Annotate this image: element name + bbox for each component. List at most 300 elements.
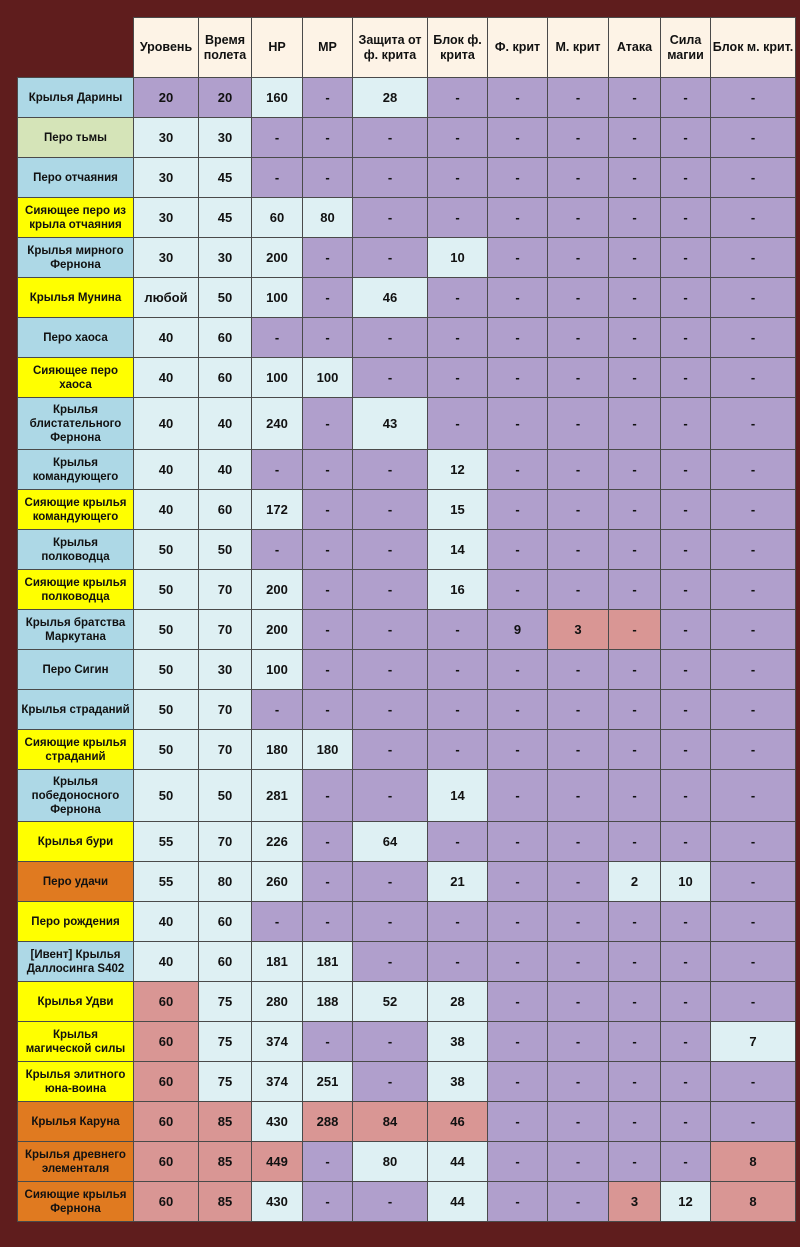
- phys-crit-cell: -: [488, 490, 548, 530]
- level-cell: 40: [134, 450, 199, 490]
- table-row: [18, 318, 796, 358]
- mp-cell: -: [303, 822, 353, 862]
- item-name-cell: Перо отчаяния: [18, 158, 134, 198]
- magic-crit-cell: -: [548, 398, 609, 450]
- phys-crit-defense-cell: -: [353, 570, 428, 610]
- phys-crit-block-cell: -: [428, 318, 488, 358]
- hp-cell: 200: [252, 610, 303, 650]
- attack-cell: -: [609, 358, 661, 398]
- table-row: [18, 78, 796, 118]
- table-container: [17, 17, 796, 1222]
- item-name-cell: Крылья Удви: [18, 982, 134, 1022]
- magic-crit-cell: -: [548, 570, 609, 610]
- magic-crit-cell: -: [548, 1022, 609, 1062]
- magic-crit-cell: -: [548, 770, 609, 822]
- mp-cell: 180: [303, 730, 353, 770]
- header-attack: Атака: [609, 18, 661, 78]
- table-row: [18, 530, 796, 570]
- table-row: [18, 158, 796, 198]
- phys-crit-block-cell: 38: [428, 1022, 488, 1062]
- phys-crit-defense-cell: 43: [353, 398, 428, 450]
- header-magic-crit: М. крит: [548, 18, 609, 78]
- phys-crit-defense-cell: -: [353, 198, 428, 238]
- item-name-cell: Сияющее перо хаоса: [18, 358, 134, 398]
- level-cell: 55: [134, 862, 199, 902]
- phys-crit-block-cell: 14: [428, 530, 488, 570]
- magic-power-cell: -: [661, 490, 711, 530]
- magic-power-cell: -: [661, 198, 711, 238]
- header-phys-crit: Ф. крит: [488, 18, 548, 78]
- header-phys-crit-block: Блок ф. крита: [428, 18, 488, 78]
- magic-crit-cell: -: [548, 1142, 609, 1182]
- flight-time-cell: 45: [199, 158, 252, 198]
- attack-cell: -: [609, 982, 661, 1022]
- phys-crit-block-cell: 28: [428, 982, 488, 1022]
- table-row: [18, 770, 796, 822]
- level-cell: 60: [134, 1062, 199, 1102]
- attack-cell: -: [609, 690, 661, 730]
- table-row: [18, 358, 796, 398]
- magic-crit-block-cell: -: [711, 822, 796, 862]
- magic-crit-block-cell: -: [711, 530, 796, 570]
- attack-cell: -: [609, 450, 661, 490]
- mp-cell: -: [303, 650, 353, 690]
- mp-cell: -: [303, 1022, 353, 1062]
- hp-cell: 181: [252, 942, 303, 982]
- level-cell: 40: [134, 358, 199, 398]
- phys-crit-cell: -: [488, 78, 548, 118]
- phys-crit-block-cell: -: [428, 690, 488, 730]
- flight-time-cell: 70: [199, 570, 252, 610]
- phys-crit-block-cell: -: [428, 730, 488, 770]
- phys-crit-defense-cell: -: [353, 118, 428, 158]
- magic-crit-cell: -: [548, 822, 609, 862]
- magic-crit-block-cell: -: [711, 730, 796, 770]
- magic-power-cell: 12: [661, 1182, 711, 1222]
- magic-crit-block-cell: -: [711, 118, 796, 158]
- phys-crit-cell: -: [488, 770, 548, 822]
- attack-cell: -: [609, 822, 661, 862]
- table-row: [18, 198, 796, 238]
- phys-crit-cell: -: [488, 238, 548, 278]
- hp-cell: 100: [252, 650, 303, 690]
- phys-crit-defense-cell: -: [353, 862, 428, 902]
- attack-cell: 2: [609, 862, 661, 902]
- mp-cell: 181: [303, 942, 353, 982]
- level-cell: 50: [134, 530, 199, 570]
- item-name-cell: Крылья победоносного Фернона: [18, 770, 134, 822]
- phys-crit-block-cell: 10: [428, 238, 488, 278]
- phys-crit-cell: -: [488, 1022, 548, 1062]
- magic-crit-block-cell: -: [711, 650, 796, 690]
- phys-crit-defense-cell: -: [353, 610, 428, 650]
- phys-crit-block-cell: 12: [428, 450, 488, 490]
- attack-cell: -: [609, 198, 661, 238]
- table-row: [18, 690, 796, 730]
- magic-power-cell: -: [661, 1062, 711, 1102]
- magic-power-cell: -: [661, 358, 711, 398]
- hp-cell: 374: [252, 1062, 303, 1102]
- mp-cell: -: [303, 450, 353, 490]
- attack-cell: -: [609, 570, 661, 610]
- phys-crit-defense-cell: 46: [353, 278, 428, 318]
- magic-crit-cell: -: [548, 530, 609, 570]
- hp-cell: 240: [252, 398, 303, 450]
- magic-crit-block-cell: -: [711, 238, 796, 278]
- item-name-cell: Перо рождения: [18, 902, 134, 942]
- phys-crit-block-cell: 14: [428, 770, 488, 822]
- phys-crit-block-cell: -: [428, 118, 488, 158]
- magic-power-cell: -: [661, 942, 711, 982]
- hp-cell: 100: [252, 358, 303, 398]
- attack-cell: -: [609, 770, 661, 822]
- phys-crit-block-cell: -: [428, 78, 488, 118]
- phys-crit-block-cell: 44: [428, 1142, 488, 1182]
- magic-crit-cell: -: [548, 490, 609, 530]
- phys-crit-defense-cell: -: [353, 650, 428, 690]
- phys-crit-block-cell: 15: [428, 490, 488, 530]
- phys-crit-block-cell: -: [428, 822, 488, 862]
- table-row: [18, 650, 796, 690]
- level-cell: 60: [134, 1182, 199, 1222]
- hp-cell: 160: [252, 78, 303, 118]
- attack-cell: -: [609, 610, 661, 650]
- flight-time-cell: 75: [199, 1022, 252, 1062]
- table-row: [18, 570, 796, 610]
- table-row: [18, 902, 796, 942]
- magic-power-cell: -: [661, 770, 711, 822]
- flight-time-cell: 85: [199, 1182, 252, 1222]
- magic-power-cell: -: [661, 570, 711, 610]
- magic-crit-block-cell: -: [711, 158, 796, 198]
- level-cell: 30: [134, 198, 199, 238]
- item-name-cell: Крылья мирного Фернона: [18, 238, 134, 278]
- magic-crit-block-cell: -: [711, 770, 796, 822]
- magic-power-cell: -: [661, 318, 711, 358]
- item-name-cell: Сияющие крылья страданий: [18, 730, 134, 770]
- phys-crit-cell: -: [488, 398, 548, 450]
- magic-power-cell: -: [661, 610, 711, 650]
- magic-crit-cell: -: [548, 690, 609, 730]
- magic-power-cell: -: [661, 902, 711, 942]
- phys-crit-defense-cell: -: [353, 1022, 428, 1062]
- item-name-cell: Сияющие крылья полководца: [18, 570, 134, 610]
- hp-cell: 280: [252, 982, 303, 1022]
- mp-cell: -: [303, 690, 353, 730]
- magic-crit-block-cell: -: [711, 902, 796, 942]
- phys-crit-cell: -: [488, 450, 548, 490]
- mp-cell: -: [303, 158, 353, 198]
- magic-crit-block-cell: -: [711, 398, 796, 450]
- magic-crit-block-cell: -: [711, 490, 796, 530]
- flight-time-cell: 85: [199, 1102, 252, 1142]
- magic-power-cell: -: [661, 1022, 711, 1062]
- magic-crit-cell: -: [548, 78, 609, 118]
- phys-crit-cell: -: [488, 318, 548, 358]
- phys-crit-block-cell: -: [428, 650, 488, 690]
- magic-crit-cell: -: [548, 942, 609, 982]
- magic-crit-block-cell: -: [711, 1062, 796, 1102]
- mp-cell: -: [303, 318, 353, 358]
- header-row: [18, 18, 796, 78]
- level-cell: 60: [134, 982, 199, 1022]
- magic-crit-block-cell: -: [711, 942, 796, 982]
- mp-cell: -: [303, 770, 353, 822]
- attack-cell: -: [609, 318, 661, 358]
- phys-crit-defense-cell: 80: [353, 1142, 428, 1182]
- table-row: [18, 1182, 796, 1222]
- magic-crit-cell: -: [548, 450, 609, 490]
- flight-time-cell: 75: [199, 982, 252, 1022]
- level-cell: 30: [134, 118, 199, 158]
- flight-time-cell: 60: [199, 942, 252, 982]
- hp-cell: 449: [252, 1142, 303, 1182]
- phys-crit-block-cell: 38: [428, 1062, 488, 1102]
- attack-cell: -: [609, 530, 661, 570]
- table-row: [18, 822, 796, 862]
- magic-crit-block-cell: -: [711, 610, 796, 650]
- hp-cell: -: [252, 118, 303, 158]
- mp-cell: -: [303, 902, 353, 942]
- level-cell: 40: [134, 318, 199, 358]
- phys-crit-defense-cell: 64: [353, 822, 428, 862]
- item-name-cell: Крылья блистательного Фернона: [18, 398, 134, 450]
- magic-crit-cell: -: [548, 1102, 609, 1142]
- table-row: [18, 118, 796, 158]
- level-cell: 40: [134, 902, 199, 942]
- phys-crit-defense-cell: 84: [353, 1102, 428, 1142]
- table-row: [18, 982, 796, 1022]
- table-row: [18, 942, 796, 982]
- magic-crit-block-cell: -: [711, 1102, 796, 1142]
- flight-time-cell: 50: [199, 278, 252, 318]
- phys-crit-defense-cell: -: [353, 490, 428, 530]
- magic-crit-block-cell: -: [711, 198, 796, 238]
- phys-crit-defense-cell: 28: [353, 78, 428, 118]
- magic-crit-cell: -: [548, 358, 609, 398]
- level-cell: 60: [134, 1142, 199, 1182]
- phys-crit-cell: -: [488, 690, 548, 730]
- item-name-cell: Крылья командующего: [18, 450, 134, 490]
- wings-stats-table: [17, 17, 796, 1222]
- header-magic-crit-block: Блок м. крит.: [711, 18, 796, 78]
- header-corner: [18, 18, 134, 78]
- phys-crit-cell: -: [488, 730, 548, 770]
- attack-cell: -: [609, 1062, 661, 1102]
- mp-cell: -: [303, 398, 353, 450]
- attack-cell: -: [609, 238, 661, 278]
- item-name-cell: Крылья братства Маркутана: [18, 610, 134, 650]
- phys-crit-cell: -: [488, 118, 548, 158]
- phys-crit-block-cell: -: [428, 610, 488, 650]
- mp-cell: -: [303, 570, 353, 610]
- mp-cell: -: [303, 118, 353, 158]
- header-hp: HP: [252, 18, 303, 78]
- table-row: [18, 238, 796, 278]
- phys-crit-cell: -: [488, 358, 548, 398]
- mp-cell: -: [303, 238, 353, 278]
- phys-crit-defense-cell: -: [353, 318, 428, 358]
- mp-cell: -: [303, 530, 353, 570]
- mp-cell: -: [303, 1142, 353, 1182]
- hp-cell: -: [252, 902, 303, 942]
- attack-cell: -: [609, 902, 661, 942]
- attack-cell: -: [609, 1142, 661, 1182]
- level-cell: 60: [134, 1022, 199, 1062]
- phys-crit-cell: -: [488, 158, 548, 198]
- magic-crit-block-cell: -: [711, 862, 796, 902]
- phys-crit-defense-cell: -: [353, 690, 428, 730]
- phys-crit-block-cell: -: [428, 902, 488, 942]
- magic-crit-block-cell: -: [711, 570, 796, 610]
- phys-crit-defense-cell: -: [353, 730, 428, 770]
- flight-time-cell: 60: [199, 318, 252, 358]
- flight-time-cell: 60: [199, 490, 252, 530]
- phys-crit-cell: -: [488, 1062, 548, 1102]
- level-cell: 40: [134, 942, 199, 982]
- item-name-cell: [Ивент] Крылья Даллосинга S402: [18, 942, 134, 982]
- item-name-cell: Крылья элитного юна-воина: [18, 1062, 134, 1102]
- attack-cell: -: [609, 158, 661, 198]
- phys-crit-block-cell: 44: [428, 1182, 488, 1222]
- attack-cell: -: [609, 278, 661, 318]
- phys-crit-cell: -: [488, 1142, 548, 1182]
- attack-cell: -: [609, 1102, 661, 1142]
- phys-crit-block-cell: -: [428, 942, 488, 982]
- attack-cell: -: [609, 398, 661, 450]
- item-name-cell: Крылья Каруна: [18, 1102, 134, 1142]
- level-cell: 60: [134, 1102, 199, 1142]
- phys-crit-cell: -: [488, 570, 548, 610]
- hp-cell: 60: [252, 198, 303, 238]
- phys-crit-cell: -: [488, 1182, 548, 1222]
- phys-crit-defense-cell: 52: [353, 982, 428, 1022]
- table-row: [18, 1062, 796, 1102]
- level-cell: 40: [134, 490, 199, 530]
- magic-crit-cell: -: [548, 1062, 609, 1102]
- magic-crit-cell: -: [548, 902, 609, 942]
- level-cell: 50: [134, 610, 199, 650]
- phys-crit-cell: 9: [488, 610, 548, 650]
- mp-cell: -: [303, 78, 353, 118]
- hp-cell: 281: [252, 770, 303, 822]
- item-name-cell: Крылья страданий: [18, 690, 134, 730]
- phys-crit-defense-cell: -: [353, 450, 428, 490]
- level-cell: 40: [134, 398, 199, 450]
- phys-crit-block-cell: -: [428, 398, 488, 450]
- mp-cell: 100: [303, 358, 353, 398]
- phys-crit-defense-cell: -: [353, 902, 428, 942]
- flight-time-cell: 30: [199, 118, 252, 158]
- magic-power-cell: -: [661, 650, 711, 690]
- phys-crit-cell: -: [488, 942, 548, 982]
- phys-crit-block-cell: -: [428, 358, 488, 398]
- table-body: [18, 78, 796, 1222]
- attack-cell: -: [609, 1022, 661, 1062]
- attack-cell: -: [609, 118, 661, 158]
- item-name-cell: Перо хаоса: [18, 318, 134, 358]
- phys-crit-cell: -: [488, 822, 548, 862]
- phys-crit-cell: -: [488, 650, 548, 690]
- hp-cell: 200: [252, 570, 303, 610]
- level-cell: 50: [134, 730, 199, 770]
- attack-cell: -: [609, 650, 661, 690]
- table-row: [18, 278, 796, 318]
- item-name-cell: Сияющее перо из крыла отчаяния: [18, 198, 134, 238]
- item-name-cell: Крылья Дарины: [18, 78, 134, 118]
- magic-power-cell: -: [661, 78, 711, 118]
- phys-crit-cell: -: [488, 1102, 548, 1142]
- mp-cell: -: [303, 1182, 353, 1222]
- level-cell: 30: [134, 158, 199, 198]
- header-magic-power: Сила магии: [661, 18, 711, 78]
- magic-crit-cell: -: [548, 862, 609, 902]
- flight-time-cell: 40: [199, 398, 252, 450]
- magic-crit-block-cell: -: [711, 358, 796, 398]
- level-cell: 20: [134, 78, 199, 118]
- magic-crit-block-cell: 7: [711, 1022, 796, 1062]
- phys-crit-block-cell: -: [428, 198, 488, 238]
- level-cell: 50: [134, 650, 199, 690]
- level-cell: 30: [134, 238, 199, 278]
- magic-power-cell: -: [661, 1102, 711, 1142]
- magic-crit-block-cell: -: [711, 450, 796, 490]
- table-row: [18, 398, 796, 450]
- attack-cell: -: [609, 730, 661, 770]
- flight-time-cell: 70: [199, 690, 252, 730]
- mp-cell: 188: [303, 982, 353, 1022]
- flight-time-cell: 40: [199, 450, 252, 490]
- hp-cell: 430: [252, 1102, 303, 1142]
- mp-cell: 80: [303, 198, 353, 238]
- attack-cell: -: [609, 78, 661, 118]
- hp-cell: 172: [252, 490, 303, 530]
- table-row: [18, 610, 796, 650]
- magic-crit-cell: -: [548, 730, 609, 770]
- magic-crit-block-cell: 8: [711, 1142, 796, 1182]
- mp-cell: -: [303, 862, 353, 902]
- item-name-cell: Крылья Мунина: [18, 278, 134, 318]
- header-level: Уровень: [134, 18, 199, 78]
- magic-crit-block-cell: -: [711, 318, 796, 358]
- magic-crit-cell: 3: [548, 610, 609, 650]
- flight-time-cell: 30: [199, 650, 252, 690]
- magic-crit-block-cell: 8: [711, 1182, 796, 1222]
- table-row: [18, 862, 796, 902]
- hp-cell: -: [252, 530, 303, 570]
- phys-crit-block-cell: 21: [428, 862, 488, 902]
- magic-power-cell: -: [661, 690, 711, 730]
- phys-crit-block-cell: -: [428, 158, 488, 198]
- level-cell: 50: [134, 690, 199, 730]
- flight-time-cell: 75: [199, 1062, 252, 1102]
- level-cell: 50: [134, 770, 199, 822]
- phys-crit-defense-cell: -: [353, 770, 428, 822]
- magic-power-cell: -: [661, 982, 711, 1022]
- magic-power-cell: -: [661, 278, 711, 318]
- magic-crit-cell: -: [548, 158, 609, 198]
- magic-crit-cell: -: [548, 982, 609, 1022]
- phys-crit-cell: -: [488, 198, 548, 238]
- item-name-cell: Сияющие крылья Фернона: [18, 1182, 134, 1222]
- flight-time-cell: 50: [199, 530, 252, 570]
- magic-crit-cell: -: [548, 238, 609, 278]
- flight-time-cell: 70: [199, 822, 252, 862]
- phys-crit-cell: -: [488, 902, 548, 942]
- phys-crit-cell: -: [488, 530, 548, 570]
- flight-time-cell: 85: [199, 1142, 252, 1182]
- phys-crit-cell: -: [488, 278, 548, 318]
